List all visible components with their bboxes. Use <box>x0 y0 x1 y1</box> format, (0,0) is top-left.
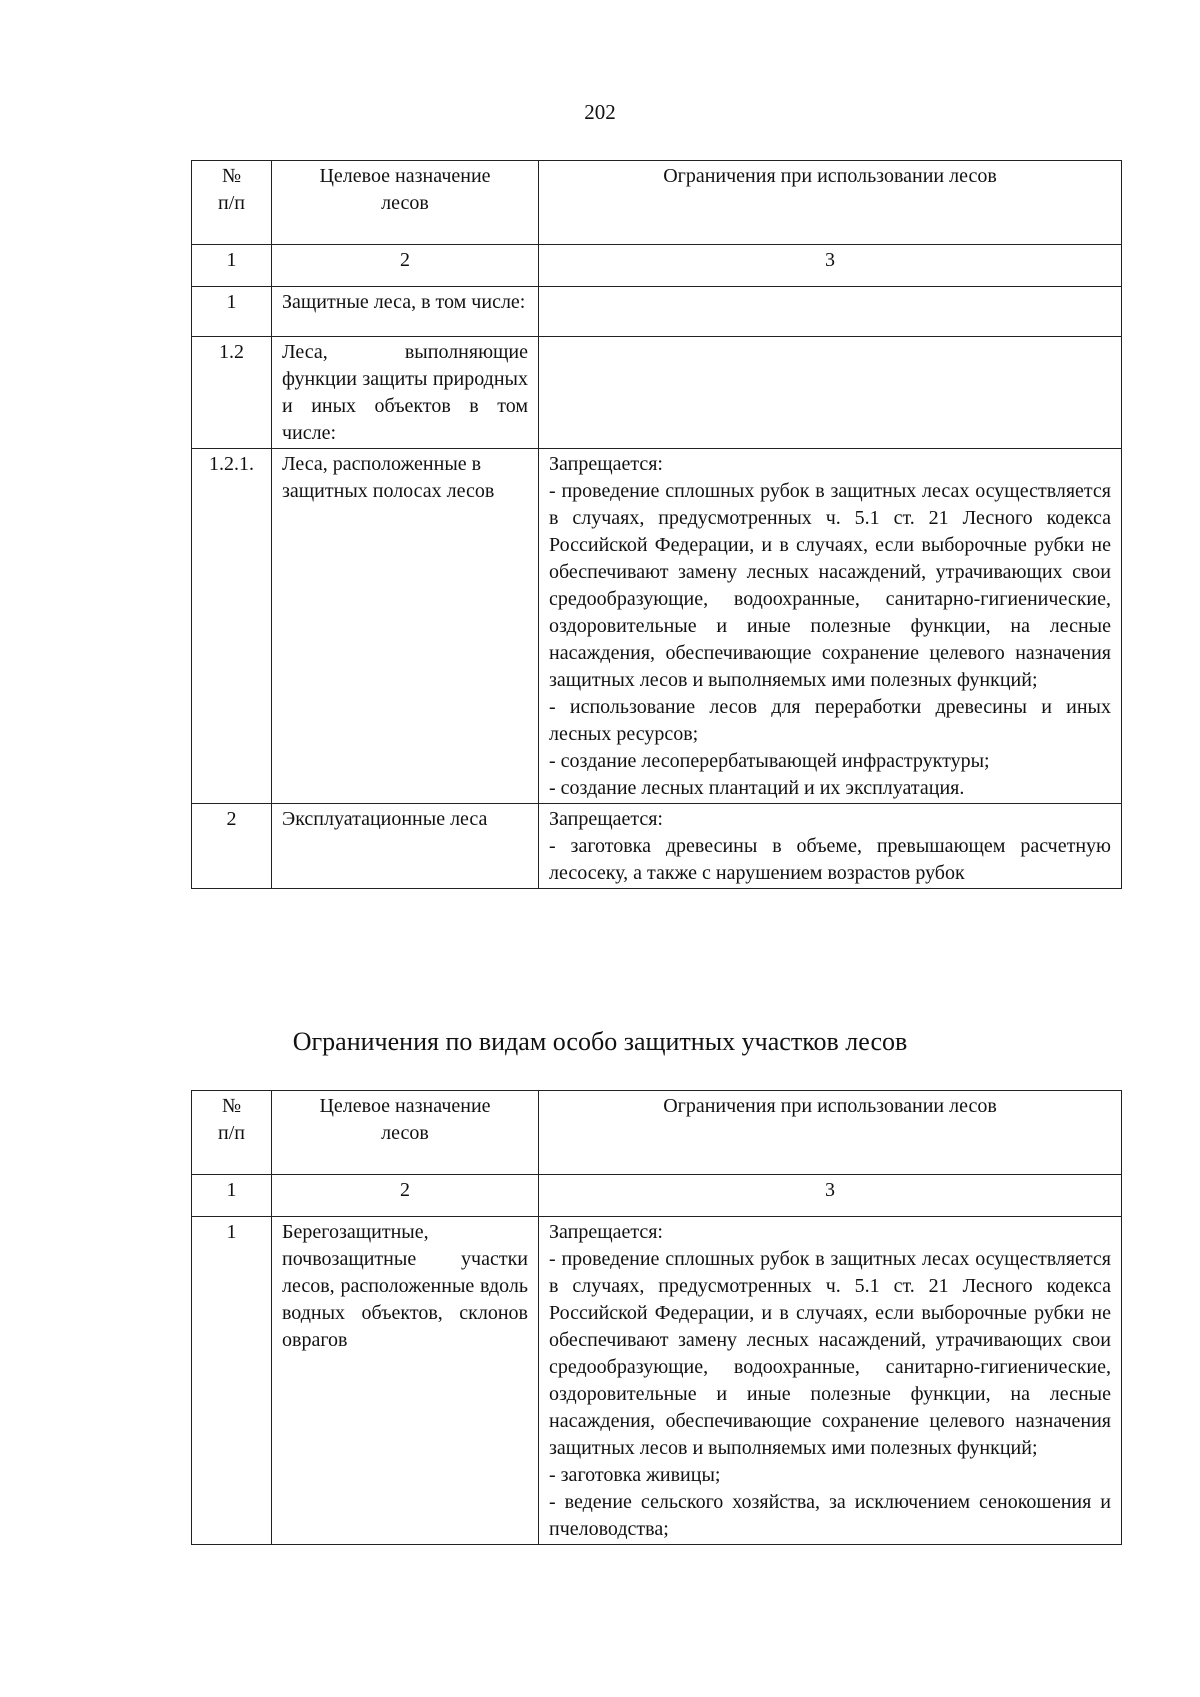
row-purpose: Леса, расположенные в защитных полосах лесов <box>272 449 539 804</box>
row-number: 1 <box>192 287 272 337</box>
header-purpose: Целевое назначение лесов <box>272 1091 539 1175</box>
restriction-line: Запрещается: <box>549 453 663 475</box>
table-row <box>192 449 1122 804</box>
column-number: 1 <box>192 1175 272 1217</box>
table-row <box>192 337 1122 449</box>
table-header-row <box>192 161 1122 245</box>
header-purpose: Целевое назначение лесов <box>272 161 539 245</box>
row-restrictions <box>539 804 1122 889</box>
row-restrictions <box>539 287 1122 337</box>
row-number: 1.2.1. <box>192 449 272 804</box>
column-number: 3 <box>539 1175 1122 1217</box>
protective-areas-table <box>191 1090 1122 1545</box>
restriction-line: - создание лесоперербатывающей инфраструктуры; <box>549 750 990 772</box>
row-restrictions <box>539 337 1122 449</box>
restriction-line: - проведение сплошных рубок в защитных лесах осуществляется в случаях, предусмотренных ч. 5.1 ст. 21 Лесного кодекса Российской Федерации, и в случаях, если выборочные рубки не обеспечивают замену лесных насаждений, утрачивающих свои средообразующие, водоохранные, санитарно-гигиенические, оздоровительные и иные полезные функции, на лесные насаждения, обеспечивающие сохранение целевого назначения защитных лесов и выполняемых ими полезных функций; <box>549 480 1111 691</box>
header-number: № п/п <box>192 161 272 245</box>
column-number: 2 <box>272 1175 539 1217</box>
restriction-line: - заготовка живицы; <box>549 1464 721 1486</box>
header-restrictions: Ограничения при использовании лесов <box>539 1091 1122 1175</box>
restriction-line: - использование лесов для переработки древесины и иных лесных ресурсов; <box>549 696 1111 745</box>
restriction-line: - создание лесных плантаций и их эксплуатация. <box>549 777 965 799</box>
column-number: 1 <box>192 245 272 287</box>
table-row <box>192 1217 1122 1545</box>
row-number: 1 <box>192 1217 272 1545</box>
row-number: 2 <box>192 804 272 889</box>
row-purpose: Защитные леса, в том числе: <box>272 287 539 337</box>
table-row <box>192 804 1122 889</box>
row-number: 1.2 <box>192 337 272 449</box>
restriction-line: - ведение сельского хозяйства, за исключением сенокошения и пчеловодства; <box>549 1491 1111 1540</box>
section-title: Ограничения по видам особо защитных участков лесов <box>292 1027 908 1056</box>
row-restrictions <box>539 1217 1122 1545</box>
column-number: 3 <box>539 245 1122 287</box>
restriction-line: - проведение сплошных рубок в защитных лесах осуществляется в случаях, предусмотренных ч. 5.1 ст. 21 Лесного кодекса Российской Федерации, и в случаях, если выборочные рубки не обеспечивают замену лесных насаждений, утрачивающих свои средообразующие, водоохранные, санитарно-гигиенические, оздоровительные и иные полезные функции, на лесные насаждения, обеспечивающие сохранение целевого назначения защитных лесов и выполняемых ими полезных функций; <box>549 1248 1111 1459</box>
row-purpose: Леса, выполняющие функции защиты природных и иных объектов в том числе: <box>272 337 539 449</box>
header-number: № п/п <box>192 1091 272 1175</box>
column-number-row <box>192 245 1122 287</box>
column-number: 2 <box>272 245 539 287</box>
restriction-line: - заготовка древесины в объеме, превышающем расчетную лесосеку, а также с нарушением возрастов рубок <box>549 835 1111 884</box>
forest-restrictions-table <box>191 160 1122 889</box>
row-restrictions <box>539 449 1122 804</box>
table-row <box>192 287 1122 337</box>
restriction-line: Запрещается: <box>549 808 663 830</box>
column-number-row <box>192 1175 1122 1217</box>
page-number: 202 <box>584 100 616 124</box>
row-purpose: Берегозащитные, почвозащитные участки лесов, расположенные вдоль водных объектов, склонов оврагов <box>272 1217 539 1545</box>
table-header-row <box>192 1091 1122 1175</box>
row-purpose: Эксплуатационные леса <box>272 804 539 889</box>
header-restrictions: Ограничения при использовании лесов <box>539 161 1122 245</box>
restriction-line: Запрещается: <box>549 1221 663 1243</box>
